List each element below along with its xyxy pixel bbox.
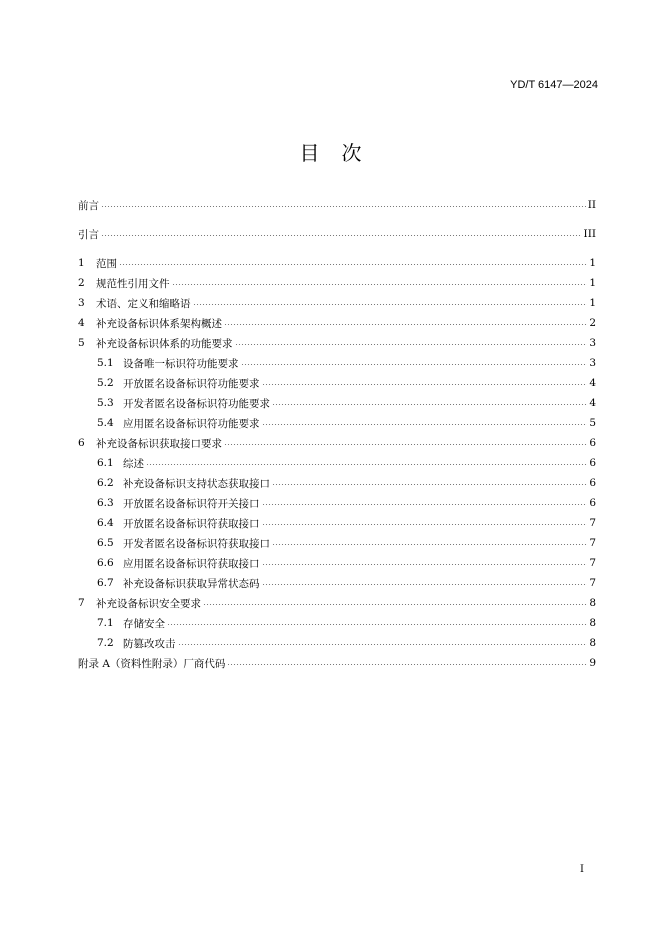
toc-entry-number: 5.4 <box>97 417 114 429</box>
toc-entry-page: 8 <box>589 637 596 649</box>
toc-entry-page: 7 <box>589 557 596 569</box>
toc-leader-dots <box>262 584 588 585</box>
toc-entry-label: 引言 <box>78 228 99 241</box>
toc-entry <box>78 224 596 244</box>
toc-leader-dots <box>227 664 587 665</box>
toc-entry-page: 7 <box>589 517 596 529</box>
toc-entry <box>78 293 596 313</box>
toc-entry-page: 7 <box>589 537 596 549</box>
toc-entry-label: 补充设备标识安全要求 <box>96 597 201 610</box>
toc-entry <box>78 573 596 593</box>
toc-entry-label: 补充设备标识获取异常状态码 <box>123 577 260 590</box>
toc-entry-label: 补充设备标识支持状态获取接口 <box>123 477 270 490</box>
toc-leader-dots <box>101 235 582 236</box>
toc-entry-page: 4 <box>589 377 596 389</box>
toc-leader-dots <box>224 324 587 325</box>
toc-entry-label: 开发者匿名设备标识符功能要求 <box>123 397 270 410</box>
toc-entry <box>78 593 596 613</box>
toc-entry-number: 3 <box>78 297 85 309</box>
toc-entry-label: 开放匿名设备标识符获取接口 <box>123 517 260 530</box>
toc-leader-dots <box>272 544 587 545</box>
toc-leader-dots <box>241 364 588 365</box>
toc-entry <box>78 453 596 473</box>
toc-entry <box>78 513 596 533</box>
toc-entry-number: 6.4 <box>97 517 114 529</box>
toc-entry-label: 附录 A（资料性附录）厂商代码 <box>78 657 226 670</box>
toc-entry-page: 3 <box>589 357 596 369</box>
toc-entry <box>78 373 596 393</box>
toc-entry-number: 5.3 <box>97 397 114 409</box>
toc-entry-label: 开发者匿名设备标识符获取接口 <box>123 537 270 550</box>
toc-entry-number: 7.1 <box>97 617 114 629</box>
toc-entry-number: 6.1 <box>97 457 114 469</box>
toc-entry-label: 综述 <box>123 457 144 470</box>
toc-entry-number: 6.6 <box>97 557 114 569</box>
toc-entry-page: 6 <box>589 497 596 509</box>
document-code: YD/T 6147—2024 <box>510 79 598 91</box>
toc-entry-label: 补充设备标识获取接口要求 <box>96 437 222 450</box>
toc-leader-dots <box>203 604 587 605</box>
page-number: I <box>580 864 584 875</box>
toc-entry-label: 规范性引用文件 <box>96 277 170 290</box>
toc-leader-dots <box>262 424 588 425</box>
toc-leader-dots <box>193 304 588 305</box>
toc-entry-page: 1 <box>589 277 596 289</box>
toc-leader-dots <box>262 524 588 525</box>
toc-entry <box>78 253 596 273</box>
toc-leader-dots <box>172 284 588 285</box>
toc-title: 目 次 <box>299 141 363 165</box>
toc-entry-label: 范围 <box>96 257 117 270</box>
toc-entry-page: II <box>587 199 596 211</box>
toc-entry-label: 开放匿名设备标识符功能要求 <box>123 377 260 390</box>
toc-entry-page: 9 <box>589 657 596 669</box>
toc-entry <box>78 613 596 633</box>
toc-entry <box>78 333 596 353</box>
toc-entry <box>78 633 596 653</box>
toc-entry-label: 补充设备标识体系架构概述 <box>96 317 222 330</box>
toc-entry-number: 6.5 <box>97 537 114 549</box>
toc-entry-number: 7.2 <box>97 637 114 649</box>
table-of-contents <box>78 195 596 673</box>
toc-entry-page: 1 <box>589 297 596 309</box>
toc-entry-page: 6 <box>589 477 596 489</box>
toc-entry-label: 开放匿名设备标识符开关接口 <box>123 497 260 510</box>
toc-entry <box>78 353 596 373</box>
toc-entry <box>78 313 596 333</box>
toc-leader-dots <box>167 624 587 625</box>
toc-leader-dots <box>272 484 587 485</box>
toc-entry <box>78 433 596 453</box>
toc-entry-number: 5 <box>78 337 85 349</box>
toc-entry-number: 2 <box>78 277 85 289</box>
toc-entry-page: 1 <box>589 257 596 269</box>
toc-entry-number: 6.7 <box>97 577 114 589</box>
toc-leader-dots <box>262 564 588 565</box>
toc-entry-number: 6.2 <box>97 477 114 489</box>
toc-entry-number: 7 <box>78 597 85 609</box>
toc-entry <box>78 553 596 573</box>
toc-entry-page: 8 <box>589 597 596 609</box>
toc-entry-number: 5.2 <box>97 377 114 389</box>
toc-entry-label: 设备唯一标识符功能要求 <box>123 357 239 370</box>
toc-entry-page: 6 <box>589 437 596 449</box>
toc-leader-dots <box>119 264 587 265</box>
toc-leader-dots <box>262 384 588 385</box>
toc-leader-dots <box>178 644 588 645</box>
toc-entry-page: 7 <box>589 577 596 589</box>
toc-entry-page: 5 <box>589 417 596 429</box>
toc-entry-label: 应用匿名设备标识符功能要求 <box>123 417 260 430</box>
toc-entry-label: 存储安全 <box>123 617 165 630</box>
toc-entry <box>78 533 596 553</box>
toc-entry-page: 4 <box>589 397 596 409</box>
toc-entry <box>78 413 596 433</box>
toc-entry-label: 补充设备标识体系的功能要求 <box>96 337 233 350</box>
toc-entry-number: 6.3 <box>97 497 114 509</box>
toc-entry-number: 6 <box>78 437 85 449</box>
toc-leader-dots <box>272 404 587 405</box>
toc-entry-number: 5.1 <box>97 357 114 369</box>
toc-entry-page: III <box>583 228 596 240</box>
toc-entry-label: 防篡改攻击 <box>123 637 176 650</box>
toc-entry <box>78 473 596 493</box>
toc-entry-page: 6 <box>589 457 596 469</box>
toc-entry-number: 4 <box>78 317 85 329</box>
toc-entry-page: 2 <box>589 317 596 329</box>
toc-entry-label: 前言 <box>78 199 99 212</box>
toc-leader-dots <box>146 464 587 465</box>
toc-entry-label: 术语、定义和缩略语 <box>96 297 191 310</box>
toc-entry-page: 3 <box>589 337 596 349</box>
toc-entry <box>78 273 596 293</box>
toc-entry <box>78 195 596 215</box>
toc-leader-dots <box>235 344 588 345</box>
toc-entry <box>78 653 596 673</box>
toc-entry-page: 8 <box>589 617 596 629</box>
toc-leader-dots <box>262 504 588 505</box>
toc-entry <box>78 393 596 413</box>
toc-leader-dots <box>224 444 587 445</box>
toc-entry <box>78 493 596 513</box>
toc-entry-number: 1 <box>78 257 85 269</box>
toc-leader-dots <box>101 206 586 207</box>
toc-entry-label: 应用匿名设备标识符获取接口 <box>123 557 260 570</box>
